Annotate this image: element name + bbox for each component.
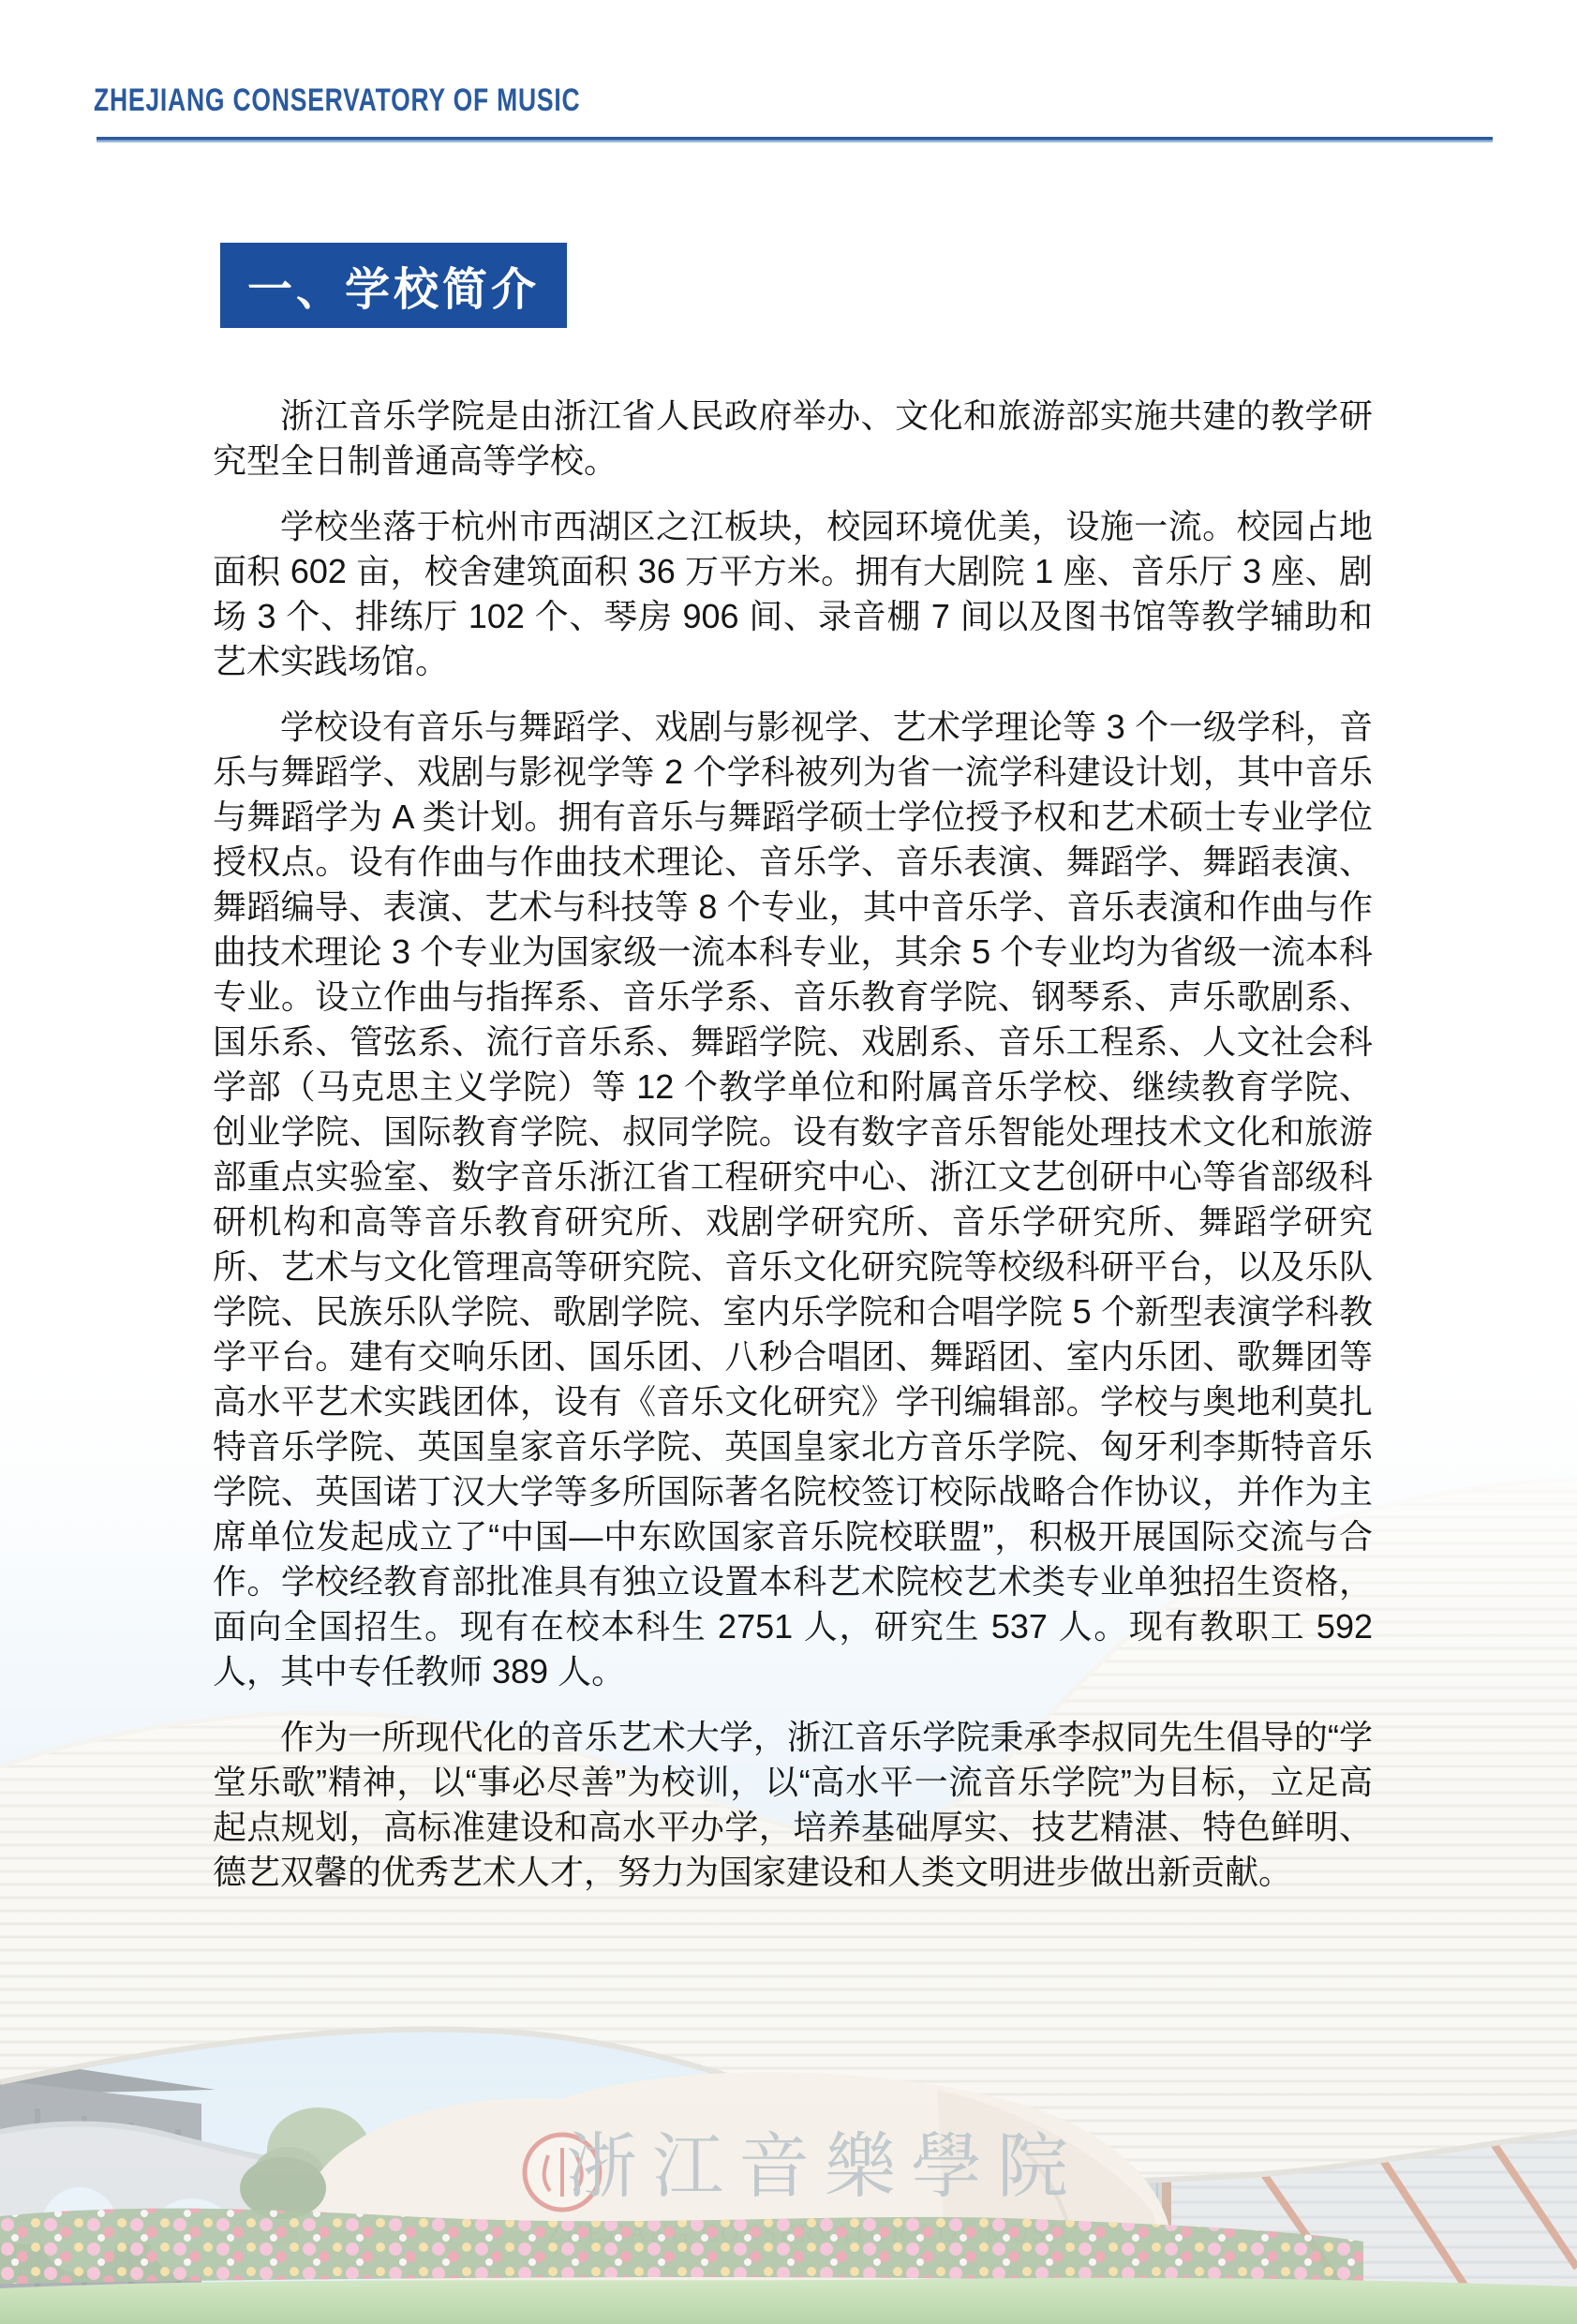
intro-paragraph-2: 学校坐落于杭州市西湖区之江板块，校园环境优美，设施一流。校园占地面积 602 亩，校舍建筑面积 36 万平方米。拥有大剧院 1 座、音乐厅 3 座、剧场 3 个、排练厅 102 个、琴房 906 间、录音棚 7 间以及图书馆等教学辅助和艺术实践场馆。: [213, 507, 1373, 680]
intro-paragraph-4: 作为一所现代化的音乐艺术大学，浙江音乐学院秉承李叔同先生倡导的“学堂乐歌”精神，以“事必尽善”为校训，以“高水平一流音乐学院”为目标，立足高起点规划，高标准建设和高水平办学，培养基础厚实、技艺精湛、特色鲜明、德艺双馨的优秀艺术人才，努力为国家建设和人类文明进步做出新贡献。: [213, 1718, 1373, 1891]
intro-body: [213, 394, 1373, 1915]
intro-paragraph-1: 浙江音乐学院是由浙江省人民政府举办、文化和旅游部实施共建的教学研究型全日制普通高等学校。: [213, 396, 1373, 480]
section-title-banner: [220, 243, 567, 328]
intro-paragraph-3: 学校设有音乐与舞蹈学、戏剧与影视学、艺术学理论等 3 个一级学科，音乐与舞蹈学、戏剧与影视学等 2 个学科被列为省一流学科建设计划，其中音乐与舞蹈学为 A 类计划。拥有音乐与舞蹈学硕士学位授予权和艺术硕士专业学位授权点。设有作曲与作曲技术理论、音乐学、音乐表演、舞蹈学、舞蹈表演、舞蹈编导、表演、艺术与科技等 8 个专业，其中音乐学、音乐表演和作曲与作曲技术理论 3 个专业为国家级一流本科专业，其余 5 个专业均为省级一流本科专业。设立作曲与指挥系、音乐学系、音乐教育学院、钢琴系、声乐歌剧系、国乐系、管弦系、流行音乐系、舞蹈学院、戏剧系、音乐工程系、人文社会科学部（马克思主义学院）等 12 个教学单位和附属音乐学校、继续教育学院、创业学院、国际教育学院、叔同学院。设有数字音乐智能处理技术文化和旅游部重点实验室、数字音乐浙江省工程研究中心、浙江文艺创研中心等省部级科研机构和高等音乐教育研究所、戏剧学研究所、音乐学研究所、舞蹈学研究所、艺术与文化管理高等研究院、音乐文化研究院等校级科研平台，以及乐队学院、民族乐队学院、歌剧学院、室内乐学院和合唱学院 5 个新型表演学科教学平台。建有交响乐团、国乐团、八秒合唱团、舞蹈团、室内乐团、歌舞团等高水平艺术实践团体，设有《音乐文化研究》学刊编辑部。学校与奥地利莫扎特音乐学院、英国皇家音乐学院、英国皇家北方音乐学院、匈牙利李斯特音乐学院、英国诺丁汉大学等多所国际著名院校签订校际战略合作协议，并作为主席单位发起成立了“中国—中东欧国家音乐院校联盟”，积极开展国际交流与合作。学校经教育部批准具有独立设置本科艺术院校艺术类专业单独招生资格，面向全国招生。现有在校本科生 2751 人，研究生 537 人。现有教职工 592 人，其中专任教师 389 人。: [213, 708, 1373, 1691]
brand-header: ZHEJIANG CONSERVATORY OF MUSIC: [94, 82, 581, 118]
header-rule: [97, 137, 1493, 142]
section-title-text: 一、学校简介: [246, 265, 540, 315]
